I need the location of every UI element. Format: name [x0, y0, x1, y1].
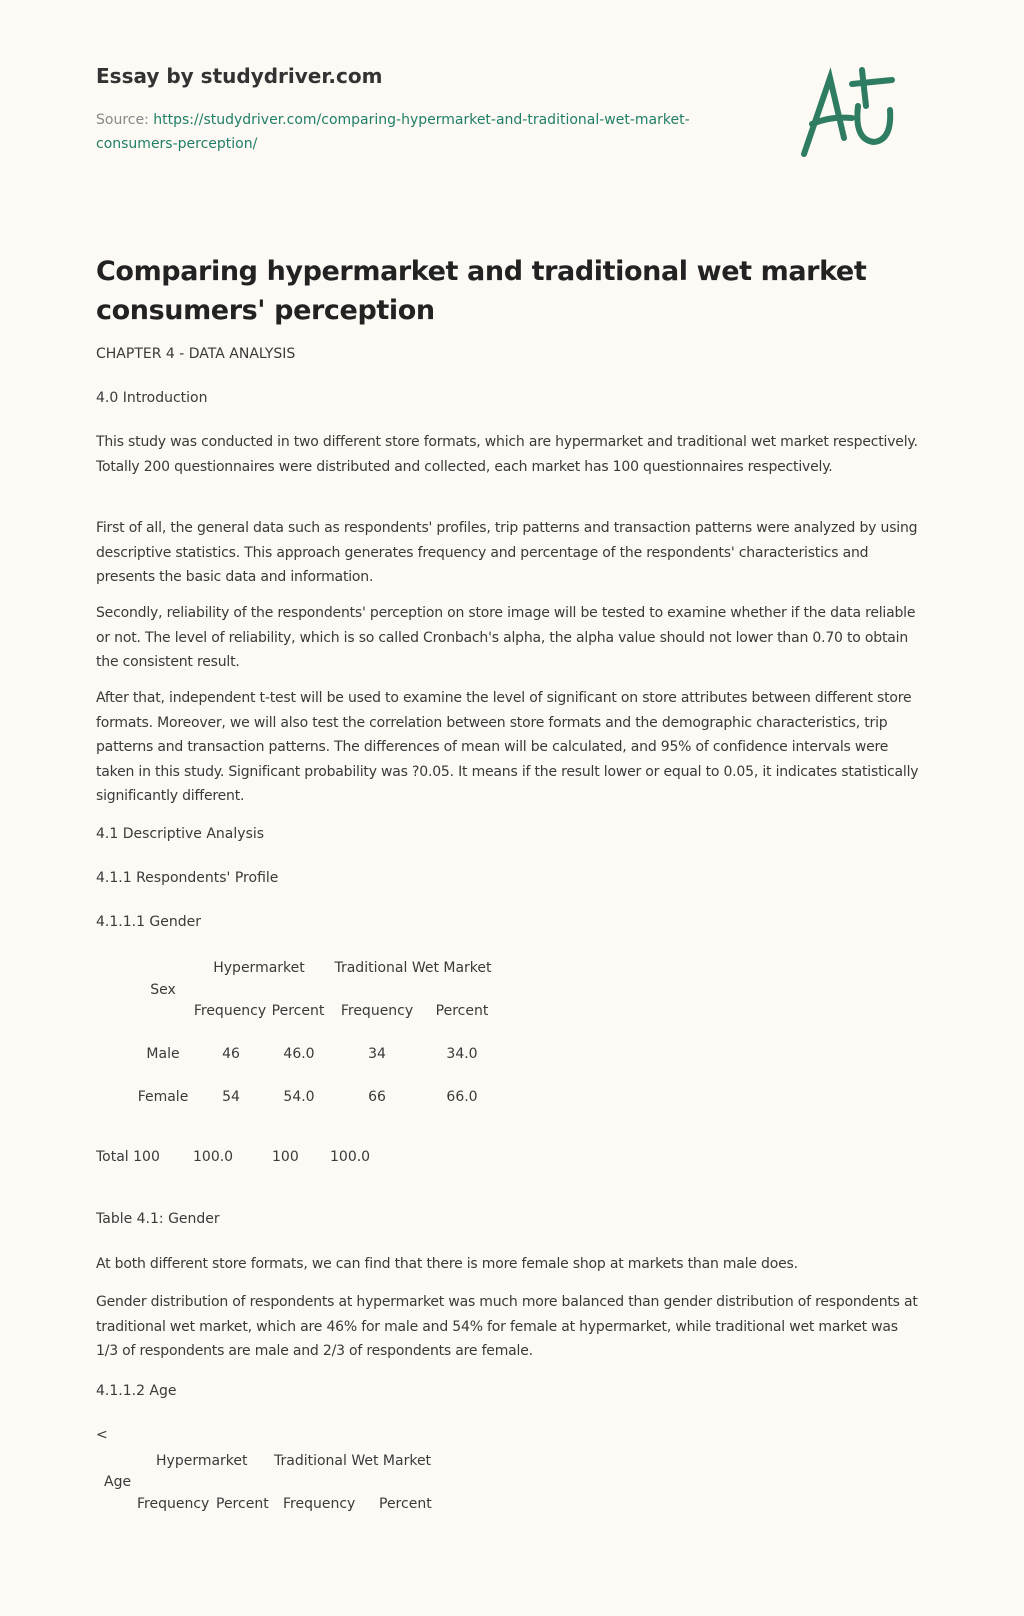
table-cell: 66: [368, 1089, 386, 1105]
group-header: Hypermarket: [156, 1453, 248, 1469]
column-header: Frequency: [193, 1003, 267, 1019]
column-header: Frequency: [340, 1003, 414, 1019]
paragraph: This study was conducted in two different store formats, which are hypermarket and traditional wet market respectively. Totally 200 questionnaires were distributed and collected, each market has 100 questionnaires respectively.: [96, 434, 918, 475]
table-cell: 46: [222, 1046, 240, 1062]
source-label: Source:: [96, 112, 154, 128]
source-link[interactable]: https://studydriver.com/comparing-hypermarket-and-traditional-wet-market-consumers-perception/: [96, 112, 690, 152]
column-header: Frequency: [137, 1496, 210, 1512]
column-header: Percent: [435, 1003, 489, 1019]
table-cell: 46.0: [283, 1046, 315, 1062]
site-brand: Essay by studydriver.com: [96, 64, 383, 88]
section-heading: 4.1.1.2 Age: [96, 1383, 177, 1399]
total-cell: Total 100: [96, 1149, 160, 1165]
total-cell: 100.0: [330, 1149, 371, 1165]
table-cell: 34: [368, 1046, 386, 1062]
table-cell: Female: [137, 1089, 189, 1105]
section-heading: 4.1.1 Respondents' Profile: [96, 870, 279, 886]
table-cell: 34.0: [446, 1046, 478, 1062]
section-heading: 4.1.1.1 Gender: [96, 914, 202, 930]
chapter-heading: CHAPTER 4 - DATA ANALYSIS: [96, 346, 296, 362]
column-header: Percent: [379, 1496, 432, 1512]
table-cell: Male: [146, 1046, 180, 1062]
total-cell: 100.0: [193, 1149, 234, 1165]
group-header: Hypermarket: [213, 960, 305, 976]
row-header: Age: [104, 1474, 132, 1490]
table-cell: 66.0: [446, 1089, 478, 1105]
paragraph: First of all, the general data such as respondents' profiles, trip patterns and transaction patterns were analyzed by using descriptive statistics. This approach generates frequency and percentage of the respondents' characteristics and presents the basic data and information.: [96, 520, 918, 585]
paragraph: Secondly, reliability of the respondents' perception on store image will be tested to examine whether if the data reliable or not. The level of reliability, which is so called Cronbach's alpha, the alpha value should not lower than 0.70 to obtain the consistent result.: [96, 605, 916, 670]
row-header: Sex: [150, 982, 176, 998]
total-cell: 100: [272, 1149, 299, 1165]
section-heading: 4.0 Introduction: [96, 390, 208, 406]
column-header: Percent: [271, 1003, 325, 1019]
source-line: [96, 108, 756, 156]
page-title: Comparing hypermarket and traditional wet market consumers' perception: [96, 256, 867, 326]
paragraph: At both different store formats, we can find that there is more female shop at markets than male does.: [96, 1256, 798, 1272]
section-heading: 4.1 Descriptive Analysis: [96, 826, 265, 842]
group-header: Traditional Wet Market: [274, 1453, 432, 1469]
column-header: Frequency: [283, 1496, 356, 1512]
a-plus-logo-icon: [800, 66, 900, 160]
table-caption: Table 4.1: Gender: [96, 1211, 220, 1227]
paragraph: After that, independent t-test will be used to examine the level of significant on store attributes between different store formats. Moreover, we will also test the correlation between store formats and the demographic characteristics, trip patterns and transaction patterns. The differences of mean will be calculated, and 95% of confidence intervals were taken in this study. Significant probability was ?0.05. It means if the result lower or equal to 0.05, it indicates statistically significantly different.: [96, 690, 919, 804]
stray-text: <: [96, 1427, 108, 1443]
group-header: Traditional Wet Market: [334, 960, 492, 976]
table-cell: 54: [222, 1089, 240, 1105]
column-header: Percent: [216, 1496, 269, 1512]
paragraph: Gender distribution of respondents at hypermarket was much more balanced than gender distribution of respondents at traditional wet market, which are 46% for male and 54% for female at hypermarket, while traditional wet market was 1/3 of respondents are male and 2/3 of respondents are female.: [96, 1294, 918, 1359]
table-cell: 54.0: [283, 1089, 315, 1105]
